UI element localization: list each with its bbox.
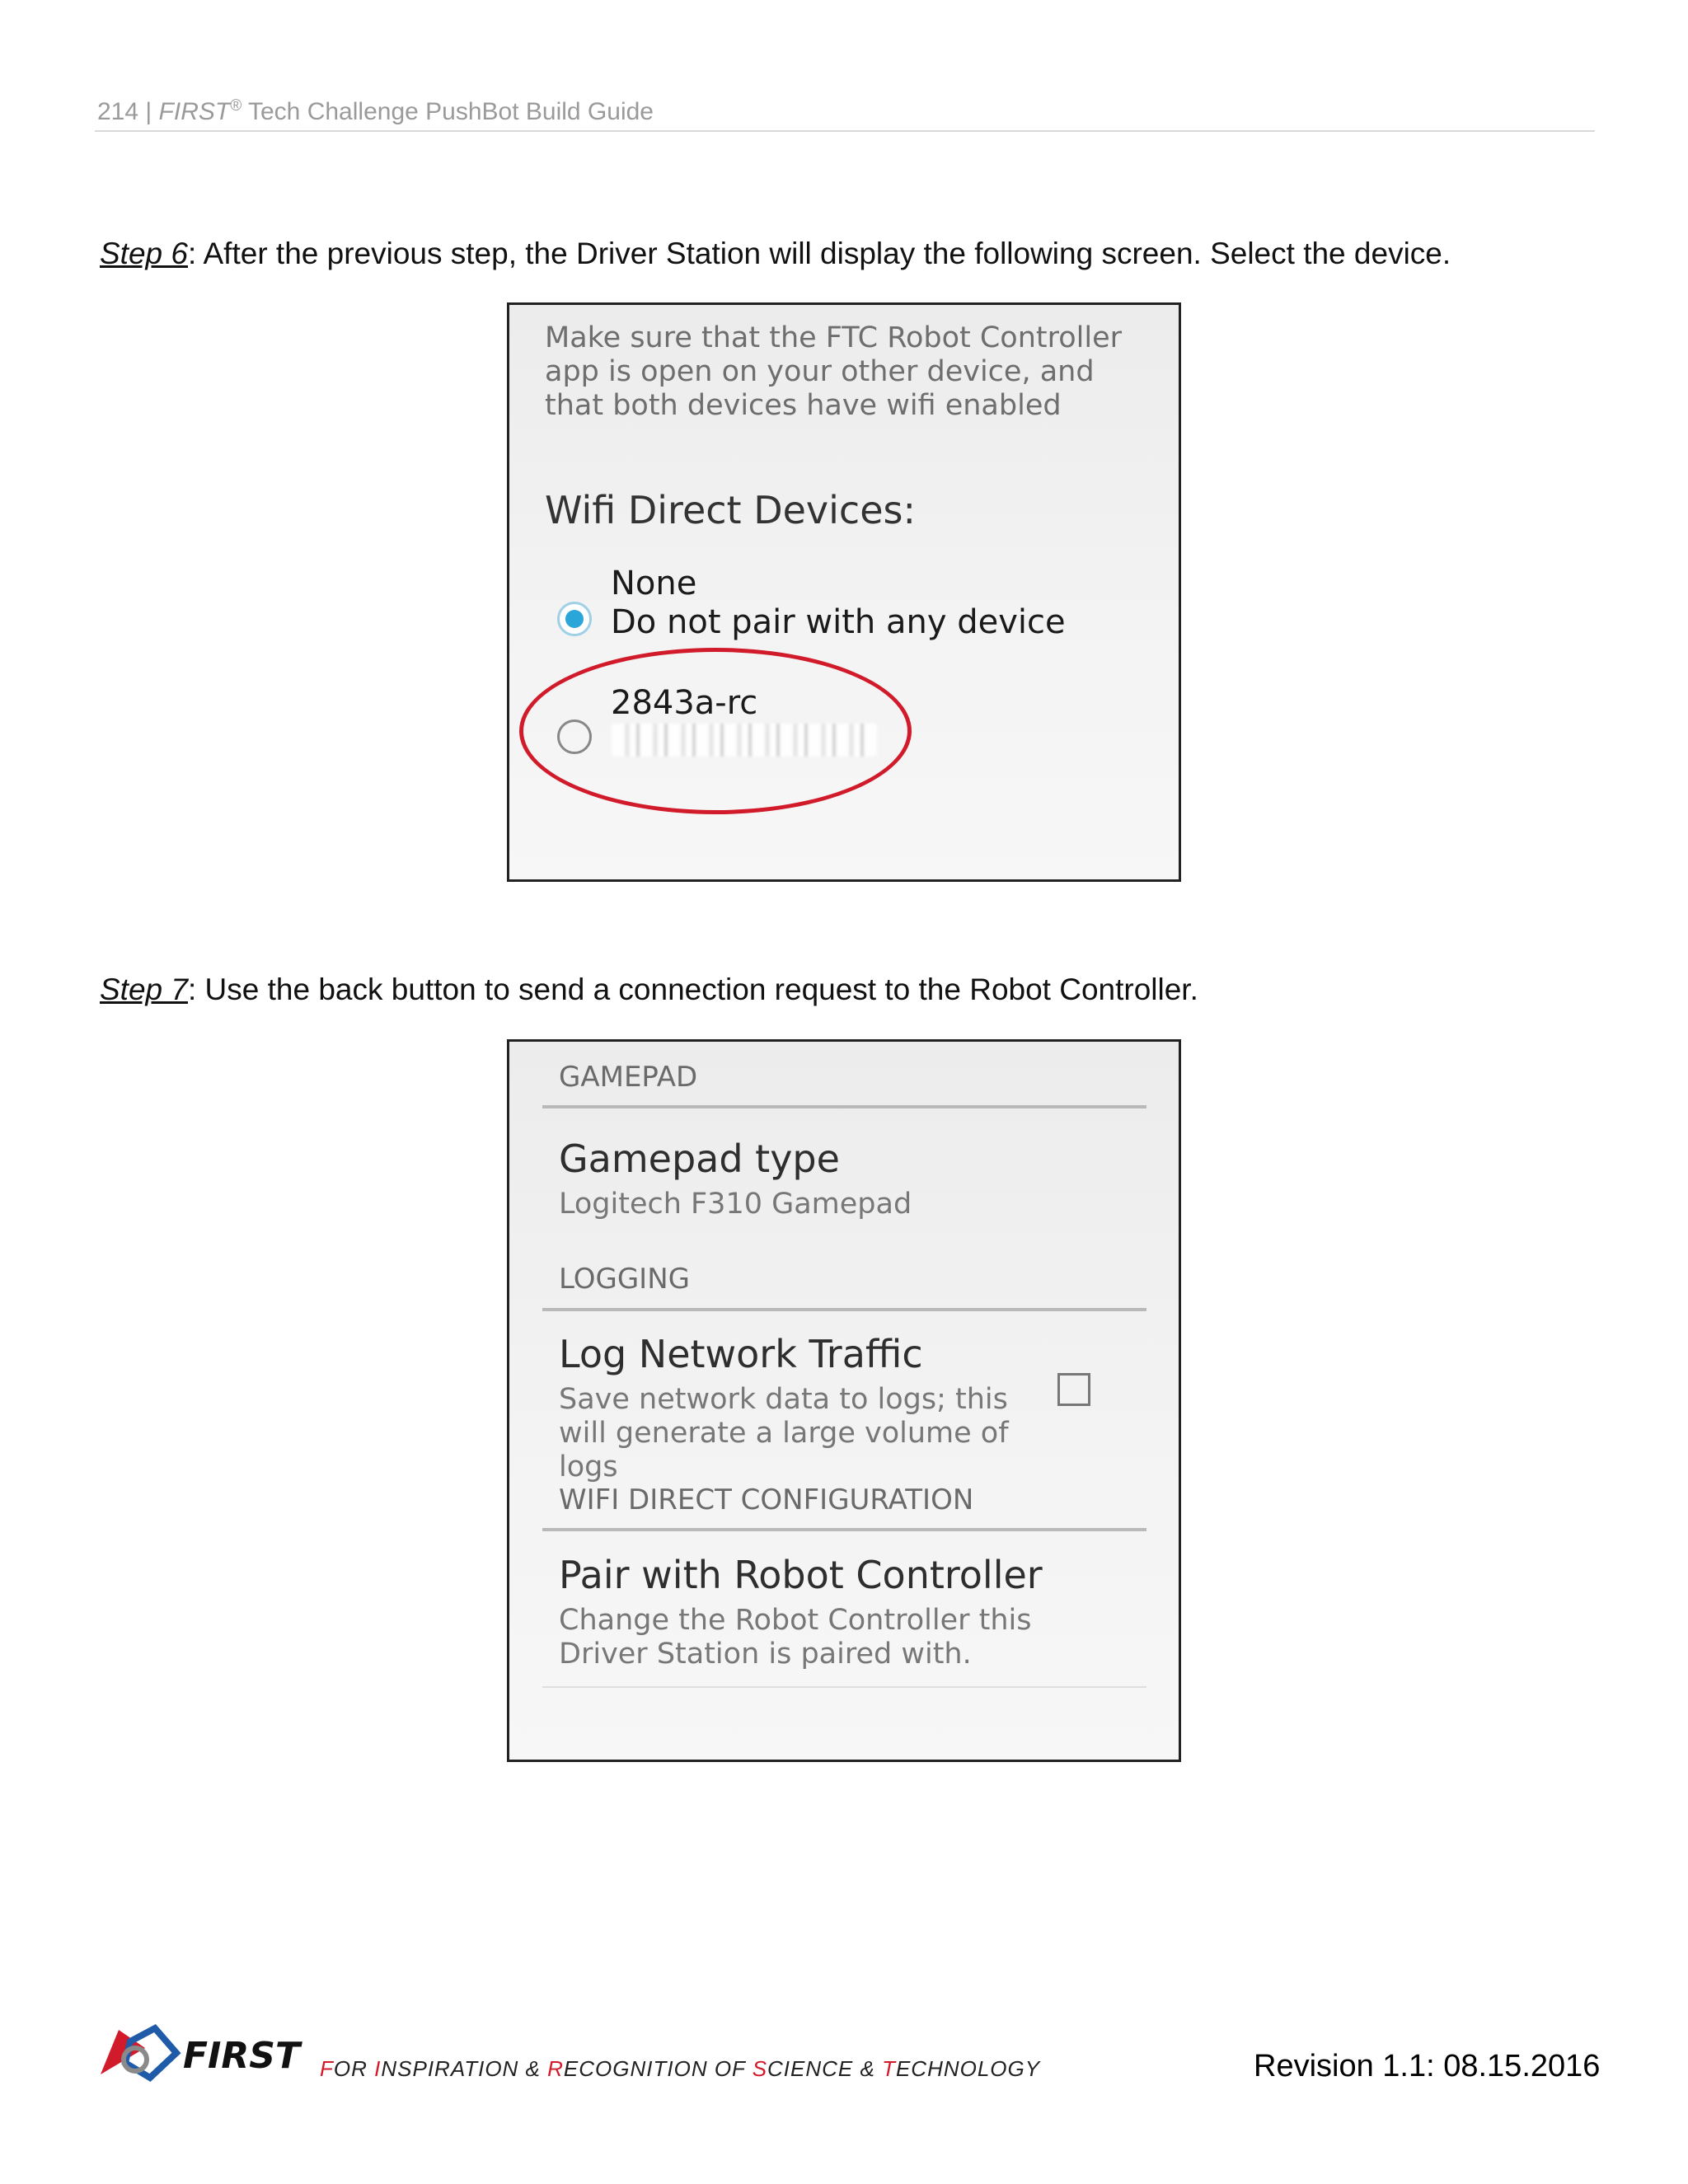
header-title: Tech Challenge PushBot Build Guide: [248, 98, 654, 125]
revision-label: Revision 1.1: 08.15.2016: [1254, 2049, 1601, 2083]
wifi-direct-devices-title: Wifi Direct Devices:: [545, 488, 916, 532]
step7-label: Step 7: [100, 972, 188, 1006]
category-divider: [542, 1308, 1146, 1311]
step7-instruction: [100, 972, 1198, 1007]
header-brand: FIRST: [158, 98, 231, 125]
pref-gamepad-type-summary: Logitech F310 Gamepad: [559, 1188, 912, 1221]
pref-pair-robot-controller-summary: Change the Robot Controller this Driver Station is paired with.: [559, 1604, 1032, 1671]
option-none-name: None: [611, 565, 697, 602]
page-number: 214 |: [97, 98, 152, 125]
tagline-word: ECHNOLOGY: [895, 2056, 1041, 2081]
tagline-initial: R: [547, 2056, 564, 2081]
first-logo-icon: [97, 2023, 312, 2088]
tagline-initial: S: [752, 2056, 768, 2081]
step6-text: : After the previous step, the Driver Station will display the following screen. Select the device.: [187, 237, 1451, 270]
first-logo: [97, 2023, 312, 2092]
header-divider: [95, 130, 1595, 132]
wifi-direct-screenshot: [507, 302, 1181, 882]
option-none-description: Do not pair with any device: [611, 603, 1066, 641]
step6-label: Step 6: [100, 237, 188, 270]
category-gamepad: GAMEPAD: [559, 1061, 698, 1094]
page-header: [97, 97, 654, 126]
list-bottom-divider: [542, 1686, 1146, 1688]
tagline-initial: F: [320, 2056, 334, 2081]
radio-none-selected[interactable]: [557, 602, 592, 636]
footer-tagline: [320, 2056, 1040, 2082]
category-wifi-direct: WIFI DIRECT CONFIGURATION: [559, 1483, 974, 1516]
category-divider: [542, 1105, 1146, 1108]
log-network-traffic-checkbox[interactable]: [1057, 1373, 1090, 1406]
pref-pair-robot-controller-title[interactable]: Pair with Robot Controller: [559, 1553, 1043, 1597]
registered-mark: ®: [230, 97, 242, 115]
pref-log-network-traffic-summary: Save network data to logs; this will generate a large volume of logs: [559, 1383, 1009, 1483]
tagline-word: OR: [333, 2056, 375, 2081]
step6-instruction: [100, 237, 1451, 271]
pref-gamepad-type-title[interactable]: Gamepad type: [559, 1137, 840, 1181]
tagline-word: NSPIRATION &: [381, 2056, 548, 2081]
tagline-initial: T: [882, 2056, 896, 2081]
tagline-word: CIENCE &: [767, 2056, 883, 2081]
logo-wordmark: FIRST: [183, 2035, 301, 2077]
category-logging: LOGGING: [559, 1263, 690, 1296]
pref-log-network-traffic-title[interactable]: Log Network Traffic: [559, 1332, 923, 1376]
settings-screenshot: [507, 1039, 1181, 1762]
red-highlight-circle: [519, 648, 912, 814]
instruction-message: Make sure that the FTC Robot Controller app is open on your other device, and that both devices have wifi enabled: [545, 321, 1122, 422]
step7-text: : Use the back button to send a connection request to the Robot Controller.: [187, 972, 1198, 1006]
tagline-word: ECOGNITION OF: [563, 2056, 753, 2081]
option-device-name: 2843a-rc: [611, 684, 758, 722]
category-divider: [542, 1528, 1146, 1531]
tagline-initial: I: [374, 2056, 382, 2081]
